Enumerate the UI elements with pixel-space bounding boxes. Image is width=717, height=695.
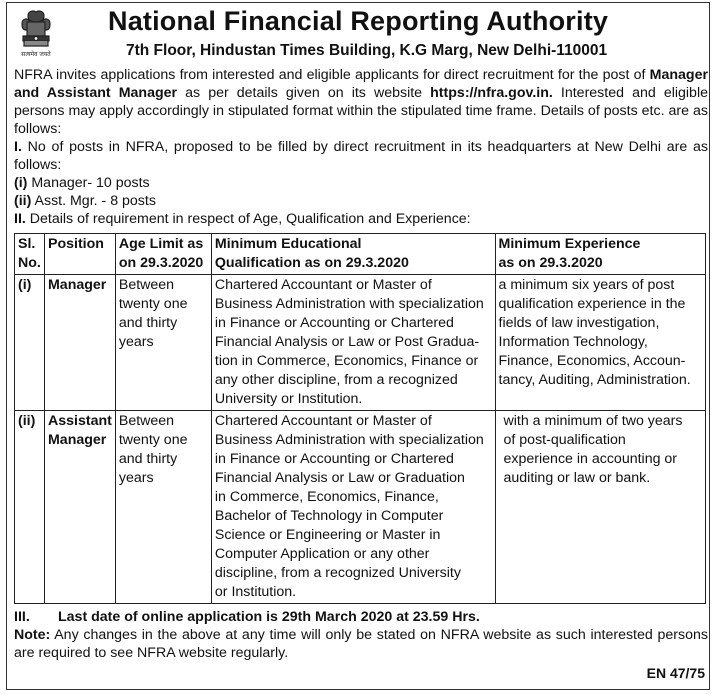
note-text: Any changes in the above at any time will only be stated on NFRA website as such interested persons are required to see NFRA website regularly. [14,627,708,661]
cell-position [44,411,115,604]
cell-line: a minimum six years of post [498,277,675,293]
note [14,626,708,662]
section-1-marker: I. [14,139,22,155]
intro-part2: as per details given on its website [185,85,423,101]
header-sl-line: No. [18,255,41,271]
last-date-text: Last date of online application is 29th March 2020 at 23.59 Hrs. [58,609,480,625]
cell-experience [495,411,705,604]
header-qualification-line: Qualification as on 29.3.2020 [214,255,409,271]
cell-line: in Finance or Accounting or Chartered [214,315,454,331]
table-row [15,275,706,411]
cell-line: Finance, Economics, Accoun- [498,353,686,369]
cell-line: discipline, from a recognized University [214,565,461,581]
cell-line: with a minimum of two years [503,413,683,429]
cell-line: Chartered Accountant or Master of [214,277,432,293]
cell-qualification [211,411,495,604]
intro-part1: NFRA invites applications from interested and eligible applicants for direct recruitment for the post of [14,67,646,83]
body-text [14,66,708,228]
address: 7th Floor, Hindustan Times Building, K.G Marg, New Delhi-110001 [126,42,608,59]
post-item-marker: (i) [14,175,28,191]
cell-line: tion in Commerce, Economics, Finance or [214,353,479,369]
cell-line: Science or Engineering or Master in [214,527,441,543]
section-2-marker: II. [14,211,26,227]
cell-line: Bachelor of Technology in Computer [214,508,444,524]
ad-code: EN 47/75 [646,665,705,681]
header-sl-line: Sl. [18,236,36,252]
post-item-marker: (ii) [14,193,32,209]
header-sl [15,234,45,275]
page-title: National Financial Reporting Authority [108,6,609,36]
table-header-row [15,234,706,275]
header-age-line: Age Limit as [118,236,204,252]
post-list-item [14,174,708,192]
emblem-caption: सत्यमेव जयते [21,51,51,58]
cell-line: University or Institution. [214,391,363,407]
header-qualification-line: Minimum Educational [214,236,362,252]
section-2-text: Details of requirement in respect of Age, Qualification and Experience: [29,211,471,227]
cell-line: tancy, Auditing, Administration. [498,372,691,388]
intro-part3: Interested and eligible persons may apply accordingly in stipulated format within the stipulated time frame. Details of posts etc. are as follows: [14,85,708,137]
cell-line: in Commerce, Economics, Finance, [214,489,439,505]
intro-posts: Manager and Assistant Manager [14,67,708,101]
website-link[interactable]: https://nfra.gov.in. [430,85,553,101]
cell-line: years [118,470,154,486]
cell-sl: (i) [15,275,45,411]
requirements-table [14,233,706,604]
national-emblem-icon [14,8,58,64]
intro-paragraph [14,66,708,138]
cell-position [44,275,115,411]
cell-line: Manager [47,432,107,448]
cell-line: Business Administration with specialization [214,296,484,312]
cell-line: years [118,334,154,350]
cell-line: of post-qualification [503,432,626,448]
cell-line: twenty one [118,296,188,312]
header-age-line: on 29.3.2020 [118,255,204,271]
header-experience-line: Minimum Experience [498,236,641,252]
header [8,4,708,66]
cell-line: Information Technology, [498,334,648,350]
section-3-marker: III. [14,609,30,625]
cell-line: experience in accounting or [503,451,678,467]
cell-line: and thirty [118,315,178,331]
cell-line: Manager [47,277,107,293]
cell-line: in Finance or Accounting or Chartered [214,451,454,467]
footer [14,608,708,662]
last-date-line [14,608,708,626]
cell-age [115,411,211,604]
cell-line: Between [118,413,175,429]
section-2 [14,210,708,228]
post-item-text: Manager- 10 posts [31,175,150,191]
cell-line: Computer Application or any other [214,546,430,562]
cell-line: fields of law investigation, [498,315,660,331]
cell-line: any other discipline, from a recognized [214,372,458,388]
table-row [15,411,706,604]
cell-line: Financial Analysis or Law or Post Gradua- [214,334,480,350]
cell-line: Assistant [47,413,112,429]
cell-line: or Institution. [214,584,297,600]
section-1-text: No of posts in NFRA, proposed to be filled by direct recruitment in its headquarters at New Delhi are as follows: [14,139,708,173]
cell-sl: (ii) [15,411,45,604]
cell-line: auditing or law or bank. [503,470,651,486]
cell-line: Business Administration with specialization [214,432,484,448]
cell-line: and thirty [118,451,178,467]
cell-line: qualification experience in the [498,296,686,312]
cell-qualification [211,275,495,411]
post-item-text: Asst. Mgr. - 8 posts [34,193,156,209]
cell-experience [495,275,705,411]
cell-line: Financial Analysis or Law or Graduation [214,470,465,486]
cell-line: Chartered Accountant or Master of [214,413,432,429]
cell-line: Between [118,277,175,293]
header-age [115,234,211,275]
header-experience [495,234,705,275]
section-1 [14,138,708,174]
post-list-item [14,192,708,210]
header-experience-line: as on 29.3.2020 [498,255,603,271]
cell-age [115,275,211,411]
header-position: Position [44,234,115,275]
cell-line: twenty one [118,432,188,448]
note-label: Note: [14,627,51,643]
header-qualification [211,234,495,275]
